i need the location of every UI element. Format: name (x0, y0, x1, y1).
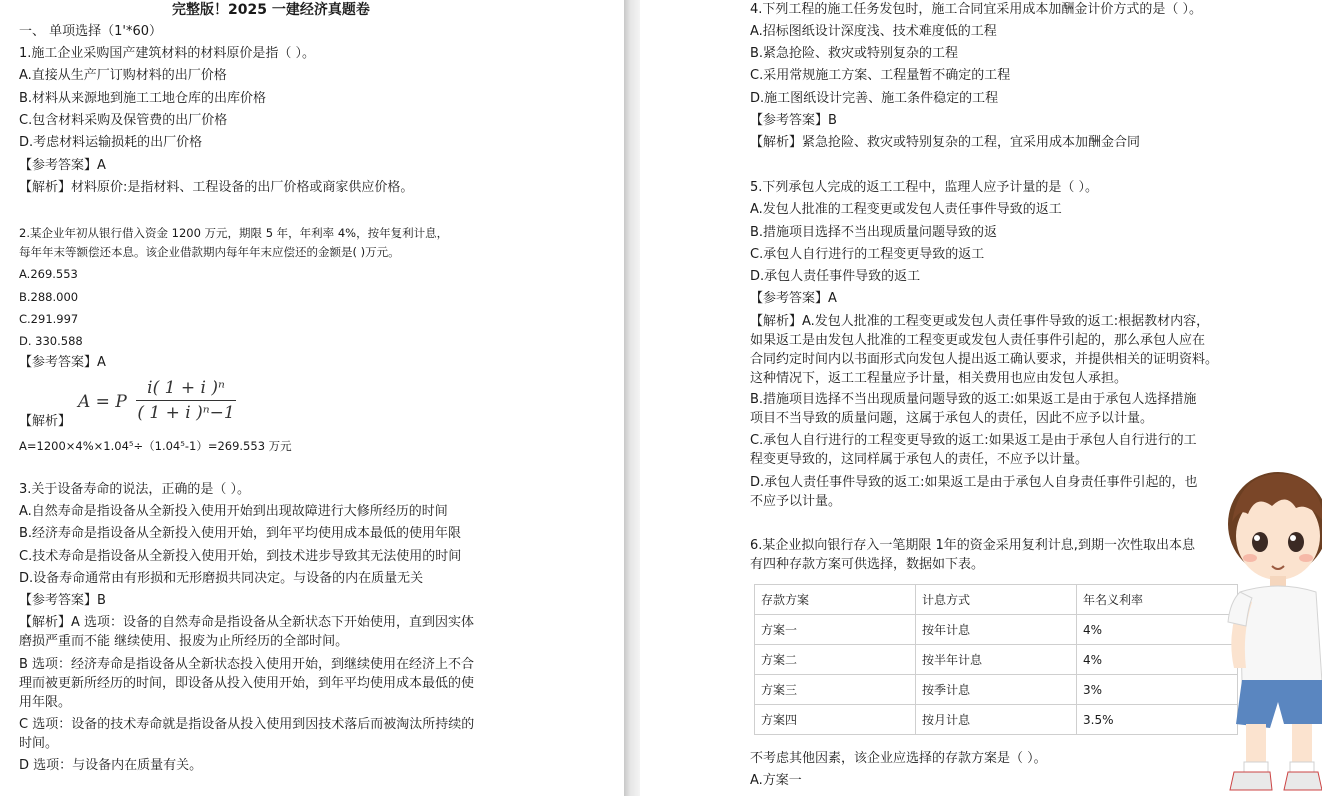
q5-answer: 【参考答案】A (750, 291, 837, 306)
q4-option-b: B.紧急抢险、救灾或特别复杂的工程 (750, 46, 959, 61)
q5-analysis-line: 程变更导致的，这同样属于承包人的责任，不应予以计量。 (750, 452, 1089, 467)
q2-option-d: D. 330.588 (19, 334, 83, 348)
q3-analysis-line: C 选项：设备的技术寿命就是指设备从投入使用到因技术落后而被淘汰所持续的 (19, 717, 475, 732)
q4-option-d: D.施工图纸设计完善、施工条件稳定的工程 (750, 91, 999, 106)
q5-option-b: B.措施项目选择不当出现质量问题导致的返 (750, 225, 998, 240)
q3-analysis-line: 用年限。 (19, 695, 72, 710)
q4-analysis: 【解析】紧急抢险、救灾或特别复杂的工程，宜采用成本加酬金合同 (750, 135, 1141, 150)
table-header-row (755, 585, 1238, 615)
q3-stem: 3.关于设备寿命的说法，正确的是（ ）。 (19, 482, 251, 497)
cartoon-boy-illustration (1212, 462, 1322, 796)
q1-answer: 【参考答案】A (19, 158, 106, 173)
q5-analysis-line: 项目不当导致的质量问题，这属于承包人的责任，因此不应予以计量。 (750, 411, 1154, 426)
formula-numerator: i( 1 + i )ⁿ (136, 378, 236, 401)
table-cell: 4% (1077, 615, 1238, 645)
q1-option-d: D.考虑材料运输损耗的出厂价格 (19, 135, 203, 150)
table-cell: 按年计息 (916, 615, 1077, 645)
q4-stem: 4.下列工程的施工任务发包时，施工合同宜采用成本加酬金计价方式的是（ ）。 (750, 2, 1203, 17)
q1-option-a: A.直接从生产厂订购材料的出厂价格 (19, 68, 227, 83)
q5-analysis-line: C.承包人自行进行的工程变更导致的返工:如果返工是由于承包人自行进行的工 (750, 433, 1197, 448)
q6-option-a: A.方案一 (750, 773, 802, 788)
formula-fraction (136, 378, 236, 423)
table-header-cell: 存款方案 (755, 585, 916, 615)
deposit-plan-table (754, 584, 1238, 735)
q2-answer: 【参考答案】A (19, 355, 106, 370)
q3-analysis-line: 磨损严重而不能 继续使用、报废为止所经历的全部时间。 (19, 634, 349, 649)
table-cell: 方案四 (755, 705, 916, 735)
table-row (755, 615, 1238, 645)
q2-stem-line1: 2.某企业年初从银行借入资金 1200 万元，期限 5 年，年利率 4%，按年复利计息， (19, 226, 449, 240)
table-cell: 3% (1077, 675, 1238, 705)
q3-option-a: A.自然寿命是指设备从全新投入使用开始到出现故障进行大修所经历的时间 (19, 504, 448, 519)
table-cell: 按季计息 (916, 675, 1077, 705)
q5-analysis-line: D.承包人责任事件导致的返工:如果返工是由于承包人自身责任事件引起的，也 (750, 475, 1198, 490)
q4-option-a: A.招标图纸设计深度浅、技术难度低的工程 (750, 24, 997, 39)
q5-stem: 5.下列承包人完成的返工工程中，监理人应予计量的是（ ）。 (750, 180, 1099, 195)
table-header-cell: 年名义利率 (1077, 585, 1238, 615)
table-row (755, 645, 1238, 675)
q2-option-a: A.269.553 (19, 267, 78, 281)
q3-analysis-line: D 选项：与设备内在质量有关。 (19, 758, 203, 773)
table-cell: 方案三 (755, 675, 916, 705)
q5-analysis-line: B.措施项目选择不当出现质量问题导致的返工:如果返工是由于承包人选择措施 (750, 392, 1197, 407)
q5-option-a: A.发包人批准的工程变更或发包人责任事件导致的返工 (750, 202, 1062, 217)
table-row (755, 675, 1238, 705)
q4-option-c: C.采用常规施工方案、工程量暂不确定的工程 (750, 68, 1011, 83)
q3-analysis-line: 理而被更新所经历的时间，即设备从投入使用开始，到年平均使用成本最低的使 (19, 676, 475, 691)
q5-analysis-line: 不应予以计量。 (750, 494, 842, 509)
q1-analysis: 【解析】材料原价:是指材料、工程设备的出厂价格或商家供应价格。 (19, 180, 414, 195)
table-cell: 按月计息 (916, 705, 1077, 735)
q6-stem-line2: 有四种存款方案可供选择，数据如下表。 (750, 557, 985, 572)
q5-analysis-line: 这种情况下，返工工程量应予计量，相关费用也应由发包人承担。 (750, 371, 1128, 386)
q1-option-b: B.材料从来源地到施工工地仓库的出库价格 (19, 91, 267, 106)
q4-answer: 【参考答案】B (750, 113, 837, 128)
q1-stem: 1.施工企业采购国产建筑材料的材料原价是指（ ）。 (19, 46, 316, 61)
q5-analysis-line: 【解析】A.发包人批准的工程变更或发包人责任事件导致的返工:根据教材内容， (750, 314, 1210, 329)
q2-stem-line2: 每年年末等额偿还本息。该企业借款期内每年年末应偿还的金额是( )万元。 (19, 245, 400, 259)
formula-denominator: ( 1 + i )ⁿ−1 (137, 403, 235, 423)
q6-question: 不考虑其他因素，该企业应选择的存款方案是（ ）。 (750, 751, 1047, 766)
q1-option-c: C.包含材料采购及保管费的出厂价格 (19, 113, 228, 128)
q3-answer: 【参考答案】B (19, 593, 106, 608)
q2-option-b: B.288.000 (19, 290, 79, 304)
q2-calculation: A=1200×4%×1.04⁵÷（1.04⁵-1）=269.553 万元 (19, 439, 292, 453)
q3-option-c: C.技术寿命是指设备从全新投入使用开始，到技术进步导致其无法使用的时间 (19, 549, 462, 564)
document-title: 完整版！2025 一建经济真题卷 (172, 2, 370, 18)
q3-option-b: B.经济寿命是指设备从全新投入使用开始，到年平均使用成本最低的使用年限 (19, 526, 462, 541)
q3-analysis-line: B 选项：经济寿命是指设备从全新状态投入使用开始，到继续使用在经济上不合 (19, 657, 475, 672)
table-cell: 3.5% (1077, 705, 1238, 735)
q5-option-c: C.承包人自行进行的工程变更导致的返工 (750, 247, 985, 262)
q5-option-d: D.承包人责任事件导致的返工 (750, 269, 921, 284)
page-gutter (624, 0, 640, 796)
q3-analysis-line: 时间。 (19, 736, 59, 751)
q2-analysis-label: 【解析】 (19, 414, 72, 429)
q6-stem-line1: 6.某企业拟向银行存入一笔期限 1年的资金采用复利计息,到期一次性取出本息 (750, 538, 1195, 553)
table-header-cell: 计息方式 (916, 585, 1077, 615)
q3-analysis-line: 【解析】A 选项：设备的自然寿命是指设备从全新状态下开始使用，直到因实体 (19, 615, 475, 630)
table-cell: 4% (1077, 645, 1238, 675)
left-page (0, 0, 624, 796)
table-row (755, 705, 1238, 735)
q5-analysis-line: 合同约定时间内以书面形式向发包人提出返工确认要求，并提供相关的证明资料。 (750, 352, 1219, 367)
table-cell: 方案一 (755, 615, 916, 645)
formula-lhs: A = P (78, 392, 127, 412)
table-cell: 按半年计息 (916, 645, 1077, 675)
q3-option-d: D.设备寿命通常由有形损和无形磨损共同决定。与设备的内在质量无关 (19, 571, 424, 586)
table-cell: 方案二 (755, 645, 916, 675)
q2-option-c: C.291.997 (19, 312, 79, 326)
q5-analysis-line: 如果返工是由发包人批准的工程变更或发包人责任事件引起的，那么承包人应在 (750, 333, 1206, 348)
section-heading: 一、 单项选择（1'*60） (19, 24, 163, 39)
